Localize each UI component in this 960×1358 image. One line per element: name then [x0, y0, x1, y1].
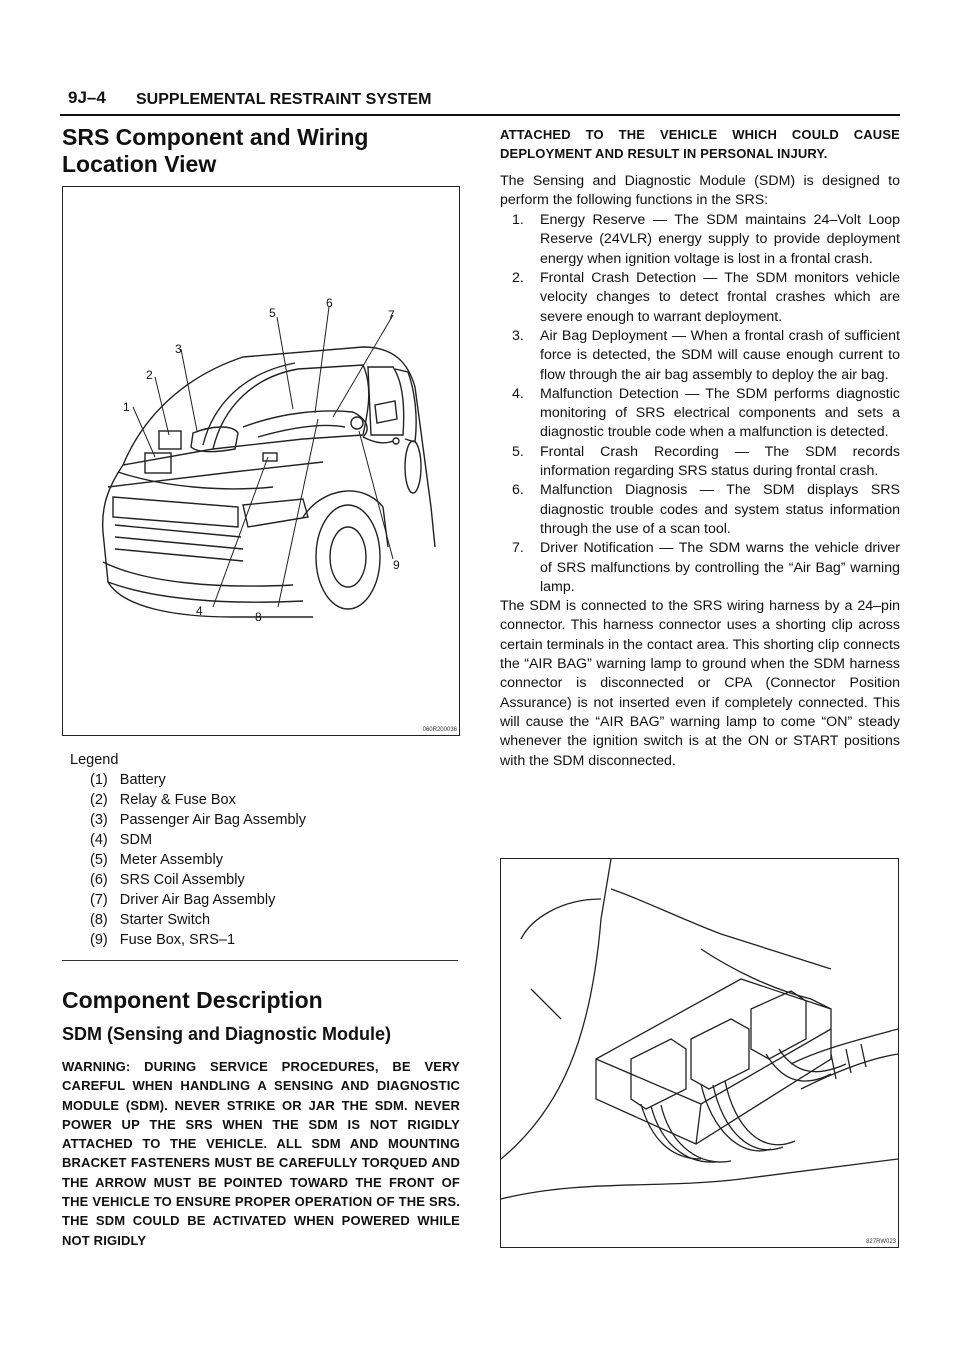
figure-code: 060R200036	[422, 727, 457, 733]
sdm-functions-list	[512, 211, 900, 597]
legend-item: (3) Passenger Air Bag Assembly	[90, 812, 306, 828]
legend-item: (8) Starter Switch	[90, 912, 211, 928]
right-column	[500, 125, 900, 771]
list-item: 2. Frontal Crash Detection — The SDM monitors vehicle velocity changes to detect frontal crashes which are severe enough to warrant deployment.	[512, 270, 900, 325]
callout-8: 8	[255, 610, 262, 624]
legend-title: Legend	[70, 752, 119, 768]
sdm-connector-figure	[500, 858, 899, 1248]
callout-3: 3	[175, 342, 182, 356]
section-divider	[62, 960, 458, 961]
list-item: 1. Energy Reserve — The SDM maintains 24–Volt Loop Reserve (24VLR) energy supply to provide deployment energy when ignition voltage is lost in a frontal crash.	[512, 212, 900, 267]
callout-6: 6	[326, 296, 333, 310]
vehicle-illustration	[63, 187, 459, 735]
running-title: SUPPLEMENTAL RESTRAINT SYSTEM	[136, 91, 432, 108]
page-number: 9J–4	[68, 88, 106, 107]
legend-item: (1) Battery	[90, 772, 166, 788]
list-item: 3. Air Bag Deployment — When a frontal crash of sufficient force is detected, the SDM will cause enough current to flow through the air bag assembly to deploy the air bag.	[512, 327, 900, 383]
legend-item: (9) Fuse Box, SRS–1	[90, 932, 236, 948]
section-title-location-view: SRS Component and Wiring Location View	[62, 124, 369, 177]
callout-2: 2	[146, 368, 153, 382]
sdm-connector-illustration	[501, 859, 898, 1247]
warning-text-continued: ATTACHED TO THE VEHICLE WHICH COULD CAUSE DEPLOYMENT AND RESULT IN PERSONAL INJURY.	[500, 127, 900, 162]
figure-legend	[70, 750, 306, 950]
legend-item: (2) Relay & Fuse Box	[90, 792, 236, 808]
sdm-subtitle: SDM (Sensing and Diagnostic Module)	[62, 1024, 392, 1044]
callout-9: 9	[393, 558, 400, 572]
legend-item: (7) Driver Air Bag Assembly	[90, 892, 276, 908]
warning-text: WARNING: DURING SERVICE PROCEDURES, BE VERY CAREFUL WHEN HANDLING A SENSING AND DIAGNOSTIC MODULE (SDM). NEVER STRIKE OR JAR THE SDM. NEVER POWER UP THE SRS WHEN THE SDM IS NOT RIGIDLY ATTACHED TO THE VEHICLE. ALL SDM AND MOUNTING BRACKET FASTENERS MUST BE CAREFULLY TORQUED AND THE ARROW MUST BE POINTED TOWARD THE FRONT OF THE VEHICLE TO ENSURE PROPER OPERATION OF THE SRS. THE SDM COULD BE ACTIVATED WHEN POWERED WHILE NOT RIGIDLY	[62, 1059, 460, 1248]
header-rule	[60, 114, 900, 116]
page-header	[68, 88, 903, 112]
callout-1: 1	[123, 400, 130, 414]
legend-item: (5) Meter Assembly	[90, 852, 223, 868]
callout-5: 5	[269, 306, 276, 320]
component-description-section	[62, 987, 460, 1250]
section-title-component-description: Component Description	[62, 987, 323, 1013]
figure-code: 827RW023	[866, 1239, 896, 1245]
callout-7: 7	[388, 308, 395, 322]
legend-item: (6) SRS Coil Assembly	[90, 872, 245, 888]
callout-4: 4	[196, 604, 203, 618]
list-item: 6. Malfunction Diagnosis — The SDM displays SRS diagnostic trouble codes and system status information through the use of a scan tool.	[512, 482, 900, 537]
vehicle-location-figure	[62, 186, 460, 736]
sdm-intro: The Sensing and Diagnostic Module (SDM) is designed to perform the following functions in the SRS:	[500, 172, 900, 208]
legend-item: (4) SDM	[90, 832, 153, 848]
list-item: 4. Malfunction Detection — The SDM performs diagnostic monitoring of SRS electrical components and sets a diagnostic trouble code when a malfunction is detected.	[512, 385, 900, 441]
list-item: 7. Driver Notification — The SDM warns the vehicle driver of SRS malfunctions by controlling the “Air Bag” warning lamp.	[512, 540, 900, 595]
left-column	[62, 124, 460, 178]
connector-description: The SDM is connected to the SRS wiring harness by a 24–pin connector. This harness connector uses a shorting clip across certain terminals in the contact area. This shorting clip connects the “AIR BAG” warning lamp to ground when the SDM harness connector is disconnected or CPA (Connector Position Assurance) is not inserted even if completely connected. This will cause the “AIR BAG” warning lamp to come “ON” steady whenever the ignition switch is at the ON or START positions with the SDM disconnected.	[500, 598, 900, 769]
list-item: 5. Frontal Crash Recording — The SDM records information regarding SRS status during frontal crash.	[512, 443, 900, 480]
